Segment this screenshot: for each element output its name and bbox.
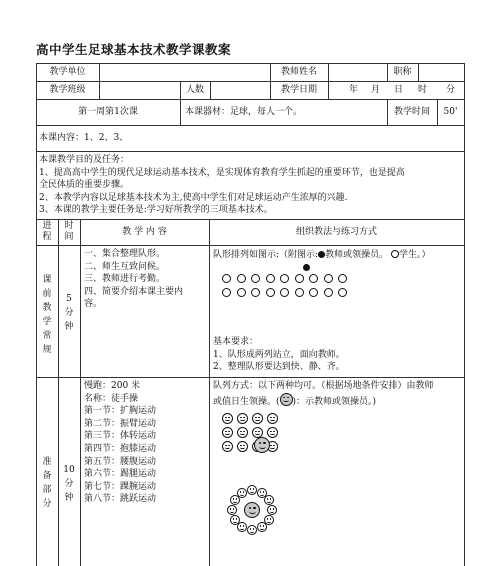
student-circle-icon	[309, 288, 318, 297]
section1-process	[40, 273, 54, 357]
duration-unit: 分	[64, 479, 74, 489]
row-divider	[36, 125, 464, 126]
objectives-heading: 本课教学目的及任务：	[39, 155, 130, 165]
content-item: 第八节：跳跃运动	[84, 494, 157, 505]
section2-process	[40, 455, 54, 511]
student-smiley-icon	[222, 427, 233, 438]
student-circle-icon	[266, 274, 275, 283]
content-item: 第六节：踢腿运动	[84, 469, 157, 480]
row-divider	[36, 219, 464, 220]
col-divider	[58, 219, 59, 566]
process-header-1: 进	[42, 221, 52, 231]
student-circle-icon	[295, 274, 304, 283]
student-smiley-icon	[267, 505, 277, 515]
row-divider	[36, 245, 464, 246]
lesson-objectives	[39, 154, 463, 217]
section1-requirements	[213, 336, 463, 374]
student-smiley-icon	[222, 441, 233, 452]
objective-line: 全民体质的重要步骤。	[39, 180, 130, 191]
process-char: 规	[42, 345, 52, 355]
duration-minutes: 10	[63, 465, 75, 475]
student-circle-icon	[309, 274, 318, 283]
section2-duration	[62, 463, 76, 505]
student-count-label: 人数	[185, 85, 204, 95]
objective-line: 1、提高高中学生的现代足球运动基本技术，是实现体育教育学生抓起的重要环节，也是提高	[39, 167, 405, 178]
teaching-time-value: 50'	[443, 107, 458, 117]
requirement-item: 1、队形成两列站立，面向教师。	[213, 349, 345, 360]
student-circle-icon	[251, 274, 260, 283]
content-item: 第二节：振臂运动	[84, 418, 157, 429]
process-char: 教	[42, 303, 52, 313]
content-item: 四、简要介绍本课主要内	[84, 286, 184, 297]
col-divider	[99, 63, 100, 99]
table-border	[36, 63, 37, 566]
leader-smiley-icon	[254, 437, 270, 453]
student-smiley-icon	[264, 495, 274, 505]
student-circle-icon	[237, 288, 246, 297]
lesson-content: 本课内容：1、2、3、	[39, 133, 129, 143]
content-item: 名称：徒手操	[84, 393, 139, 404]
student-circle-icon	[338, 274, 347, 283]
col-divider	[209, 219, 210, 566]
student-smiley-icon	[227, 505, 237, 515]
lesson-plan-table	[36, 63, 464, 566]
student-circle-icon	[280, 274, 289, 283]
formation-text: 队形排列如图示:（附图示:	[213, 250, 319, 260]
student-smiley-icon	[237, 488, 247, 498]
student-smiley-icon	[252, 413, 263, 424]
student-circle-icon	[295, 288, 304, 297]
section1-duration	[62, 292, 76, 334]
student-circle-icon	[251, 288, 260, 297]
duration-minutes: 5	[66, 294, 72, 304]
lesson-number: 第一周第1次课	[78, 107, 138, 117]
process-char: 分	[42, 499, 52, 509]
duration-unit: 钟	[64, 493, 74, 503]
section2-content	[84, 380, 208, 506]
class-label: 教学班级	[49, 85, 86, 95]
process-header-2: 程	[42, 232, 52, 242]
day-label: 日	[394, 85, 404, 95]
row-divider	[36, 81, 464, 82]
student-smiley-icon	[267, 413, 278, 424]
student-smiley-icon	[267, 427, 278, 438]
rank-label: 职称	[393, 67, 412, 77]
content-item: 第三节：体转运动	[84, 431, 157, 442]
leader-smiley-icon	[280, 393, 293, 406]
student-smiley-icon	[237, 413, 248, 424]
month-label: 月	[371, 85, 381, 95]
content-item: 三、教师进行考勤。	[84, 274, 166, 285]
hour-label: 时	[418, 85, 428, 95]
equipment-text: 本课器材：足球，每人一个。	[185, 107, 303, 117]
process-char: 学	[42, 317, 52, 327]
student-smiley-icon	[247, 485, 257, 495]
duration-unit: 钟	[64, 322, 74, 332]
col-divider	[210, 81, 211, 99]
year-label: 年	[349, 85, 359, 95]
time-header-2: 间	[64, 232, 74, 242]
content-item: 第七节：踝腕运动	[84, 481, 157, 492]
page-title: 高中学生足球基本技术教学课教案	[36, 42, 232, 57]
process-char: 准	[42, 457, 52, 467]
student-smiley-icon	[230, 515, 240, 525]
student-circle-icon	[280, 288, 289, 297]
col-divider	[180, 99, 181, 125]
content-item: 第五节：腰腹运动	[84, 456, 157, 467]
row-divider	[36, 151, 464, 152]
student-smiley-icon	[247, 525, 257, 535]
unit-label: 教学单位	[49, 67, 86, 77]
formation-line: 队列方式：以下两种均可。（根据场地条件安排）由教师	[213, 381, 434, 391]
table-border	[464, 63, 465, 566]
student-circle-icon	[324, 288, 333, 297]
teacher-position-icon	[303, 264, 310, 271]
content-item: 第四节：抱膝运动	[84, 443, 157, 454]
content-item: 慢跑：200 米	[84, 381, 141, 391]
section2-formation-text	[213, 380, 463, 408]
content-item: 容。	[84, 299, 103, 310]
student-circle-icon	[338, 288, 347, 297]
student-row-1	[222, 274, 353, 286]
teaching-date-label: 教学日期	[280, 85, 317, 95]
student-circle-icon	[324, 274, 333, 283]
teaching-time-label: 教学时间	[393, 107, 430, 117]
formation-line	[213, 393, 463, 409]
student-smiley-icon	[257, 522, 267, 532]
student-circle-icon	[391, 250, 399, 258]
col-divider	[328, 63, 329, 99]
formation-text: 或值日生领操。(	[213, 396, 280, 407]
formation-text: )：示教师或领操员。)	[292, 396, 377, 407]
teacher-name-label: 教师姓名	[280, 67, 317, 77]
formation-description	[213, 250, 430, 261]
section1-content	[84, 248, 208, 311]
process-char: 备	[42, 471, 52, 481]
time-header-1: 时	[64, 221, 74, 231]
process-char: 常	[42, 331, 52, 341]
content-item: 一、集合整理队形。	[84, 249, 166, 259]
table-border	[36, 63, 464, 64]
row-divider	[36, 377, 464, 378]
student-smiley-icon	[222, 413, 233, 424]
process-char: 前	[42, 289, 52, 299]
process-char: 部	[42, 485, 52, 495]
objective-line: 2、本教学内容以足球基本技术为主,使高中学生们对足球运动产生浓厚的兴趣.	[39, 192, 348, 203]
requirement-item: 2、整理队形要达到快、静、齐。	[213, 362, 345, 373]
student-circle-icon	[222, 274, 231, 283]
leader-smiley-icon	[244, 502, 260, 518]
student-smiley-icon	[237, 441, 248, 452]
student-smiley-icon	[237, 427, 248, 438]
formation-text: 教师或领操员。	[325, 250, 389, 260]
row-divider	[36, 99, 464, 100]
formation-text: 学生。）	[398, 250, 431, 260]
col-divider	[418, 63, 419, 81]
method-header: 组织教法与练习方式	[295, 227, 377, 237]
student-circle-icon	[222, 288, 231, 297]
student-row-2	[222, 288, 353, 300]
content-item: 二、师生互致问候。	[84, 261, 166, 272]
requirements-title: 基本要求：	[213, 337, 259, 347]
minute-label: 分	[446, 85, 456, 95]
student-circle-icon	[266, 288, 275, 297]
objective-line: 3、本课的教学主要任务是:学习好所教学的三项基本技术。	[39, 205, 273, 216]
student-circle-icon	[237, 274, 246, 283]
duration-unit: 分	[64, 308, 74, 318]
content-header: 教 学 内 容	[122, 227, 167, 237]
col-divider	[80, 219, 81, 566]
content-item: 第一节：扩胸运动	[84, 406, 157, 417]
process-char: 课	[42, 275, 52, 285]
